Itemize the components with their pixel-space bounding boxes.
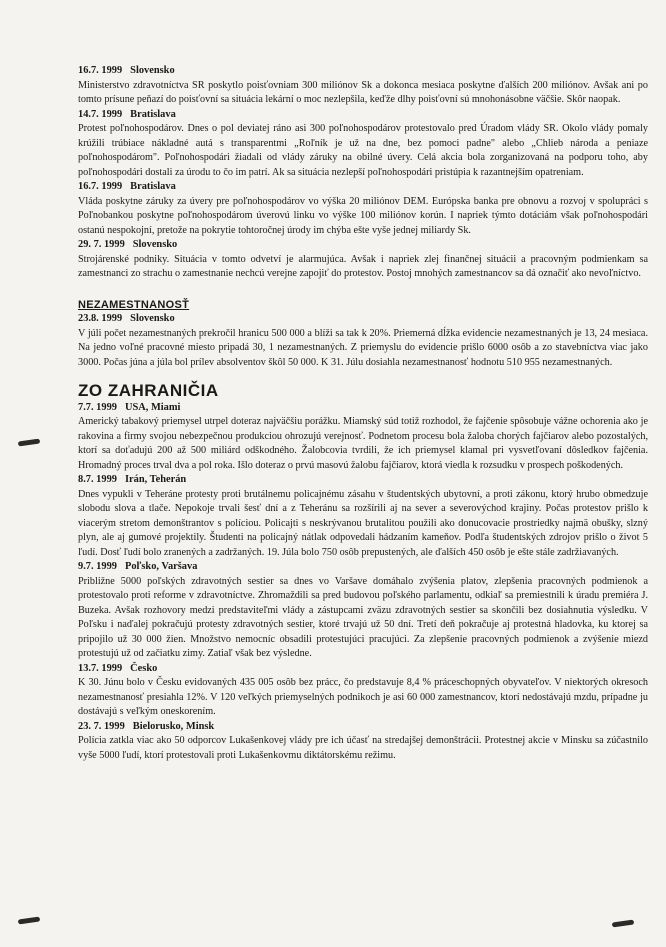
entry-dateline <box>78 473 648 488</box>
entry-date: 23.8. 1999 <box>78 313 123 324</box>
news-entry <box>78 662 648 720</box>
entry-dateline <box>78 238 648 253</box>
entry-text: K 30. Júnu bolo v Česku evidovaných 435 005 osôb bez prácc, čo predstavuje 8,4 % práceschopných obyvateľov. V niektorých okresoch nezamestnanosť presiahla 12%. V 120 veľkých priemyselných podnikoch je asi 60 000 zamestnancov, ktorí nedostávajú mzdu, prípadne ju dostávajú s veľkým oneskorením. <box>78 677 648 717</box>
entry-text: V júli počet nezamestnaných prekročil hranicu 500 000 a blíži sa tak k 20%. Priemerná dĺžka evidencie nezamestnaných je 13, 24 mesiaca. Na jedno voľné pracovné miesto pripadá 30, 1 nezamestnaných. Z priemyslu do evidencie prišlo 6000 osôb a zo stavebníctva viac jako 3000. Počas júna a júla bol prílev absolventov škôl 50 000. K 31. Júlu dosiahla nezamestnanosť hodnotu 510 955 nezamestnaných. <box>78 327 648 368</box>
entry-place: Slovensko <box>130 313 175 324</box>
entry-dateline <box>78 720 648 735</box>
entry-place: Česko <box>130 662 158 674</box>
news-entry <box>78 560 648 662</box>
entry-date: 16.7. 1999 <box>78 181 123 192</box>
entry-text: Vláda poskytne záruky za úvery pre poľnohospodárov vo výška 20 miliónov DEM. Európska banka pre obnovu a rozvoj v spolupráci s Poľnobankou poskytne poľnohospodárom úverovú linku vo výške 100 miliónov korún. I napriek týmto dotáciám však poľnohospodári ostanú nespokojní, pretože na pokrytie tohtoročnej úrody im chýba ešte vyše jednej miliardy Sk. <box>78 195 648 236</box>
punch-hole-mark <box>18 438 40 446</box>
entry-date: 23. 7. 1999 <box>78 720 125 732</box>
entry-dateline <box>78 180 648 195</box>
entry-dateline <box>78 312 648 327</box>
punch-hole-mark <box>18 916 40 924</box>
entry-dateline <box>78 64 648 79</box>
entry-date: 14.7. 1999 <box>78 108 123 120</box>
entry-place: USA, Miami <box>124 401 181 413</box>
news-entry <box>78 312 648 370</box>
entry-text: Dnes vypukli v Teheráne protesty proti brutálnemu policajnému zásahu v študentských ubytovní, a proti zákonu, ktorý hrubo obmedzuje slobodu slova a tlače. Nepokoje trvali šesť dní a z Teheránu sa rozšírili aj na sever a severovýchod krajiny. Počas protestov prišlo k viacerým stretom demonštrantov s políciou. Policajti s neskrývanou brutalitou použili ako donucovacie prostriedky najmä obušky, slzný plyn, ale aj gumové projektily. Študenti na policajný nátlak odpovedali hádzaním kameňov. Podľa študentských zdrojov prišlo o život 5 ľudí. Dosť ľudí bolo zranených a zadržaných. 19. Júla bolo 750 osôb prepustených, ale ďalších 450 osôb je ešte stále zadržiavaných. <box>78 488 648 558</box>
entry-dateline <box>78 560 648 575</box>
entry-place: Slovensko <box>132 239 178 250</box>
section-heading-unemployment: NEZAMESTNANOSŤ <box>78 298 190 311</box>
entry-text: Približne 5000 poľských zdravotných sestier sa dnes vo Varšave domáhalo zvýšenia platov, zlepšenia pracovných podmienok a protestovalo proti reforme v zdravotníctve. Zhromaždili sa pred budovou poľského parlamentu, odkiaľ sa premiestnili k úradu premiéra J. Buzeka. Avšak rozhovory medzi predstaviteľmi vlády a zástupcami zväzu zdravotných sestier sa skončili bez dosiahnutia výsledku. V Poľsku i naďalej pokračujú protesty zdravotných sestier, ktoré trvajú už 50 dní. Tretí deň pokračuje aj protestná hladovka, ku ktorej sa pripojilo už 30 000 žien. Množstvo nemocníc obsadili protestujúci pracujúci. Za zlepšenie pracovných podmienok a zvýšenie miezd protestujú už od začiatku zimy. Zatiaľ však bez výsledne. <box>78 575 648 659</box>
section-heading-abroad: ZO ZAHRANIČIA <box>78 381 219 400</box>
news-entry <box>78 720 648 764</box>
entry-place: Poľsko, Varšava <box>124 561 198 572</box>
entry-text: Americký tabakový priemysel utrpel doteraz najväčšiu porážku. Miamský súd totiž rozhodol, že fajčenie spôsobuje vážne ochorenia ako je rakovina a firmy svojou nebezpečnou produkciou ohrozujú verejnosť. Podnetom procesu bola žaloba chorých fajčiarov alebo pozostalých, ktorí sa doťadujú 200 až 500 miliárd odškodného. Žalobcovia tvrdili, že ich priemysel klamal pri vysvetľovaní dôsledkov fajčenia. Hromadný proces trval dva a pol roka. Išlo doteraz o prvú masovú žalobu fajčiarov, ktorá viedla k rozsudku v prospech poškodených. <box>78 416 648 471</box>
entry-date: 13.7. 1999 <box>78 662 123 674</box>
entry-text: Ministerstvo zdravotníctva SR poskytlo poisťovniam 300 miliónov Sk a dokonca mesiaca poskytne ďalších 200 miliónov. Avšak ani po tomto prísune peňazí do poisťovní sa situácia lekární o moc nezlepšila, keďže dlhy poisťovní sú mnohonásobne väčšie. Skôr naopak. <box>78 79 648 105</box>
entry-place: Irán, Teherán <box>124 474 187 485</box>
news-entry <box>78 473 648 560</box>
entry-date: 8.7. 1999 <box>78 474 117 485</box>
entry-place: Slovensko <box>130 65 175 76</box>
entry-date: 29. 7. 1999 <box>78 239 125 250</box>
news-entry <box>78 180 648 238</box>
entry-place: Bratislava <box>130 108 176 120</box>
document-page <box>78 64 648 763</box>
entry-date: 16.7. 1999 <box>78 65 123 76</box>
entry-date: 7.7. 1999 <box>78 401 117 413</box>
news-entry <box>78 401 648 474</box>
entry-text: Strojárenské podniky. Situácia v tomto odvetví je alarmujúca. Avšak i napriek zlej finančnej situácii a pracovným podmienkam sa zamestnanci zo strachu o zamestnanie nechcú verejne zapojiť do protestov. Postoj mnohých zamestnancov sa dá označiť ako nevoľníctvo. <box>78 253 648 279</box>
news-entry <box>78 108 648 181</box>
entry-dateline <box>78 662 648 677</box>
entry-text: Protest poľnohospodárov. Dnes o pol deviatej ráno asi 300 poľnohospodárov protestovalo pred Úradom vlády SR. Okolo vlády pomaly krúžili trúbiace nákladné autá s transparentmi „Roľník je už na dne, bez pomoci padne" alebo „Chlieb národa a peniaze poľnohospodárom". Poľnohospodári žiadali od vlády záruky na obilné úvery. Celá akcia bola zorganizovaná na podporu toho, aby poľnohospodári dostali za úrodu to čo im patrí. Ak sa situácia nezlepší poľnohospodári pristúpia k razantnejším opatreniam. <box>78 123 648 178</box>
entry-place: Bratislava <box>130 181 176 192</box>
entry-date: 9.7. 1999 <box>78 561 117 572</box>
entry-dateline <box>78 401 648 416</box>
news-entry <box>78 64 648 108</box>
punch-hole-mark <box>612 919 634 927</box>
entry-dateline <box>78 108 648 123</box>
news-entry <box>78 238 648 282</box>
entry-text: Polícia zatkla viac ako 50 odporcov Lukašenkovej vlády pre ich účasť na stredajšej demonštrácii. Protestnej akcie v Minsku sa zúčastnilo vyše 5000 ľudí, ktorí protestovali proti Lukašenkovmu diktátorskému režimu. <box>78 735 648 761</box>
entry-place: Bielorusko, Minsk <box>132 720 215 732</box>
